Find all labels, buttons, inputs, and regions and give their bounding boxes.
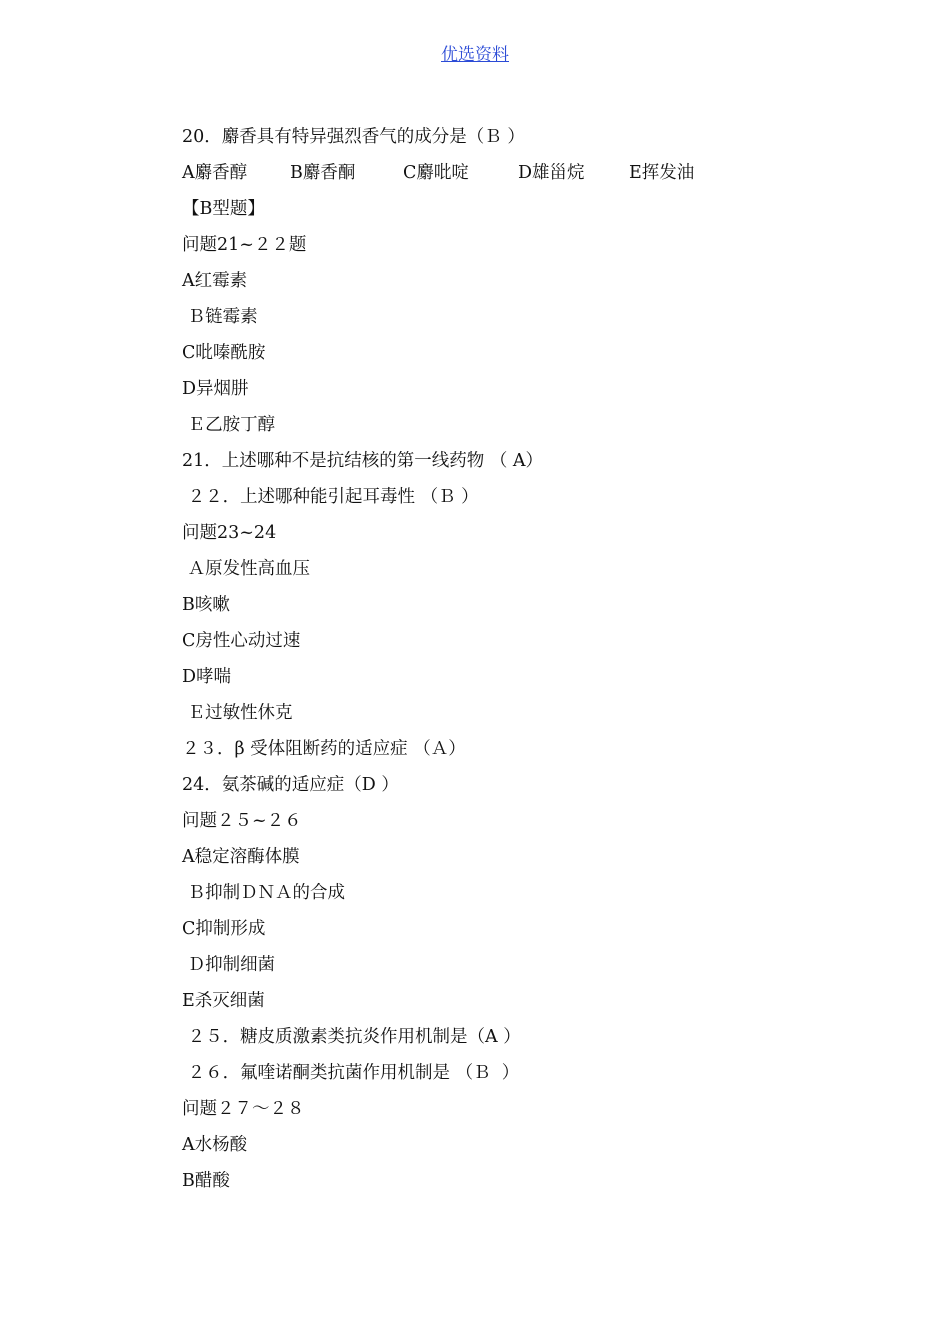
question-21: 21．上述哪种不是抗结核的第一线药物 （ A） bbox=[182, 451, 544, 471]
option-line: Ｅ乙胺丁醇 bbox=[182, 415, 276, 435]
option-line: A红霉素 bbox=[182, 271, 248, 291]
problem-group-21-22: 问题21~２２题 bbox=[182, 235, 307, 255]
option-line: Ｄ抑制细菌 bbox=[182, 955, 276, 975]
problem-group-23-24: 问题23~24 bbox=[182, 523, 277, 543]
option-line: C房性心动过速 bbox=[182, 631, 301, 651]
option-b: B麝香酮 bbox=[290, 163, 356, 183]
document-body bbox=[182, 122, 902, 1202]
question-20-options bbox=[182, 158, 902, 194]
question-20: 20．麝香具有特异强烈香气的成分是（Ｂ ） bbox=[182, 127, 525, 147]
problem-group-27-28: 问题２７～２８ bbox=[182, 1099, 305, 1119]
option-line: D异烟肼 bbox=[182, 379, 249, 399]
question-26: ２６．氟喹诺酮类抗菌作用机制是 （Ｂ ） bbox=[182, 1063, 520, 1083]
question-23: ２３．β 受体阻断药的适应症 （Ａ） bbox=[182, 739, 466, 759]
option-line: D哮喘 bbox=[182, 667, 232, 687]
question-25: ２５．糖皮质激素类抗炎作用机制是（A ） bbox=[182, 1027, 521, 1047]
option-line: E杀灭细菌 bbox=[182, 991, 265, 1011]
option-line: Ａ原发性高血压 bbox=[182, 559, 311, 579]
header-link[interactable]: 优选资料 bbox=[441, 45, 509, 65]
question-22: ２２．上述哪种能引起耳毒性 （Ｂ ） bbox=[182, 487, 479, 507]
option-line: C抑制形成 bbox=[182, 919, 266, 939]
option-d: D雄甾烷 bbox=[518, 163, 585, 183]
section-heading-b-type: 【B型题】 bbox=[182, 199, 265, 219]
option-c: C麝吡啶 bbox=[403, 163, 469, 183]
question-24: 24．氨茶碱的适应症（D ） bbox=[182, 775, 399, 795]
option-line: A稳定溶酶体膜 bbox=[182, 847, 300, 867]
option-line: A水杨酸 bbox=[182, 1135, 248, 1155]
option-line: Ｂ链霉素 bbox=[182, 307, 258, 327]
problem-group-25-26: 问题２５~２６ bbox=[182, 811, 302, 831]
option-line: B咳嗽 bbox=[182, 595, 230, 615]
option-line: Ｅ过敏性休克 bbox=[182, 703, 293, 723]
option-line: Ｂ抑制ＤＮＡ的合成 bbox=[182, 883, 346, 903]
option-a: A麝香醇 bbox=[182, 163, 248, 183]
option-e: E挥发油 bbox=[629, 163, 695, 183]
option-line: B醋酸 bbox=[182, 1171, 230, 1191]
option-line: C吡嗪酰胺 bbox=[182, 343, 266, 363]
